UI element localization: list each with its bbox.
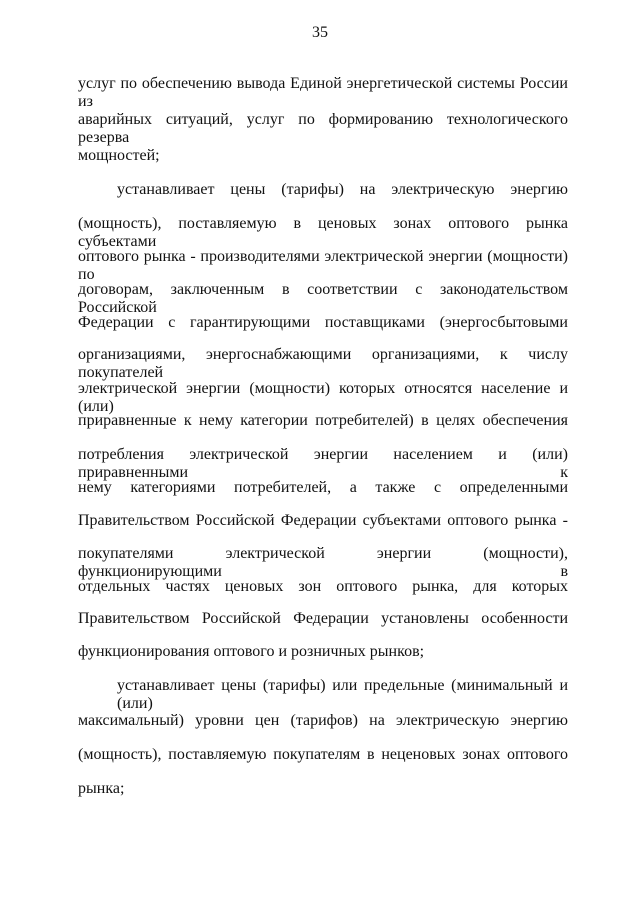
text-line: устанавливает цены (тарифы) или предельные (минимальный и (или) <box>117 677 568 712</box>
text-line: нему категориями потребителей, а также с определенными <box>78 479 568 496</box>
text-line: устанавливает цены (тарифы) на электрическую энергию <box>117 181 568 198</box>
text-line: максимальный) уровни цен (тарифов) на электрическую энергию <box>78 712 568 729</box>
text-line: организациями, энергоснабжающими организациями, к числу покупателей <box>78 346 568 381</box>
text-line: услуг по обеспечению вывода Единой энергетической системы России из <box>78 75 568 110</box>
text-line: покупателями электрической энергии (мощности), функционирующими в <box>78 545 568 580</box>
text-line: приравненные к нему категории потребителей) в целях обеспечения <box>78 412 568 429</box>
text-line: функционирования оптового и розничных рынков; <box>78 643 425 660</box>
text-line: потребления электрической энергии населением и (или) приравненными к <box>78 446 568 481</box>
text-line: (мощность), поставляемую покупателям в неценовых зонах оптового <box>78 746 568 763</box>
text-line: Правительством Российской Федерации установлены особенности <box>78 610 568 627</box>
text-line: (мощность), поставляемую в ценовых зонах оптового рынка субъектами <box>78 215 568 250</box>
page-number: 35 <box>312 24 328 41</box>
text-line: рынка; <box>78 780 125 797</box>
text-line: аварийных ситуаций, услуг по формированию технологического резерва <box>78 111 568 146</box>
text-line: Федерации с гарантирующими поставщиками (энергосбытовыми <box>78 314 568 331</box>
text-line: отдельных частях ценовых зон оптового рынка, для которых <box>78 578 568 595</box>
text-line: электрической энергии (мощности) которых относятся население и (или) <box>78 380 568 415</box>
text-line: договорам, заключенным в соответствии с законодательством Российской <box>78 281 568 316</box>
text-line: Правительством Российской Федерации субъектами оптового рынка - <box>78 512 568 529</box>
text-line: оптового рынка - производителями электрической энергии (мощности) по <box>78 248 568 283</box>
text-line: мощностей; <box>78 147 160 164</box>
